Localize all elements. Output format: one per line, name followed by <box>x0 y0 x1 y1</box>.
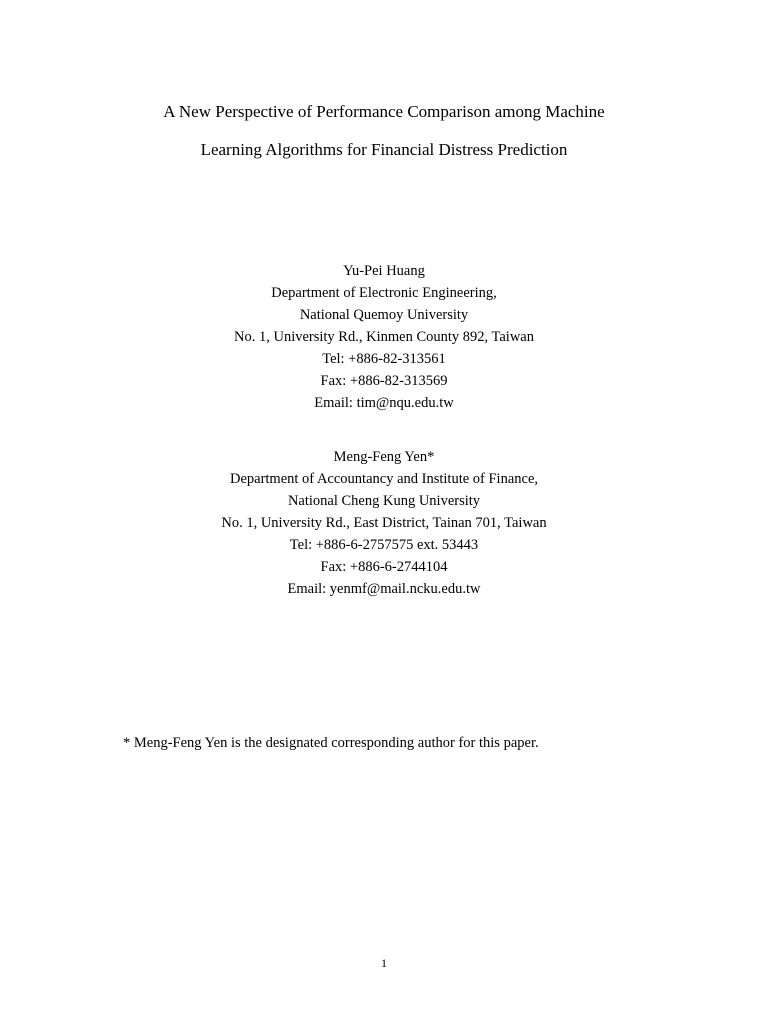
author-fax: Fax: +886-82-313569 <box>320 373 448 389</box>
corresponding-author-footnote: * Meng-Feng Yen is the designated corresponding author for this paper. <box>123 735 539 751</box>
author-block-1 <box>0 260 768 414</box>
author-block-2 <box>0 446 768 600</box>
author-department: Department of Electronic Engineering, <box>271 285 497 301</box>
author-tel: Tel: +886-6-2757575 ext. 53443 <box>289 537 479 553</box>
page-number: 1 <box>381 956 387 970</box>
author-address: No. 1, University Rd., East District, Tainan 701, Taiwan <box>221 515 547 531</box>
author-name: Yu-Pei Huang <box>343 263 425 279</box>
author-institution: National Quemoy University <box>299 307 469 323</box>
author-email: Email: yenmf@mail.ncku.edu.tw <box>287 581 481 597</box>
title-line-2: Learning Algorithms for Financial Distress Prediction <box>200 140 568 159</box>
author-tel: Tel: +886-82-313561 <box>322 351 446 367</box>
author-fax: Fax: +886-6-2744104 <box>320 559 448 575</box>
author-name: Meng-Feng Yen* <box>333 449 435 465</box>
author-address: No. 1, University Rd., Kinmen County 892, Taiwan <box>234 329 534 345</box>
paper-title <box>0 102 768 160</box>
author-institution: National Cheng Kung University <box>287 493 481 509</box>
author-department: Department of Accountancy and Institute of Finance, <box>229 471 539 487</box>
title-line-1: A New Perspective of Performance Comparison among Machine <box>163 102 605 121</box>
author-email: Email: tim@nqu.edu.tw <box>314 395 454 411</box>
